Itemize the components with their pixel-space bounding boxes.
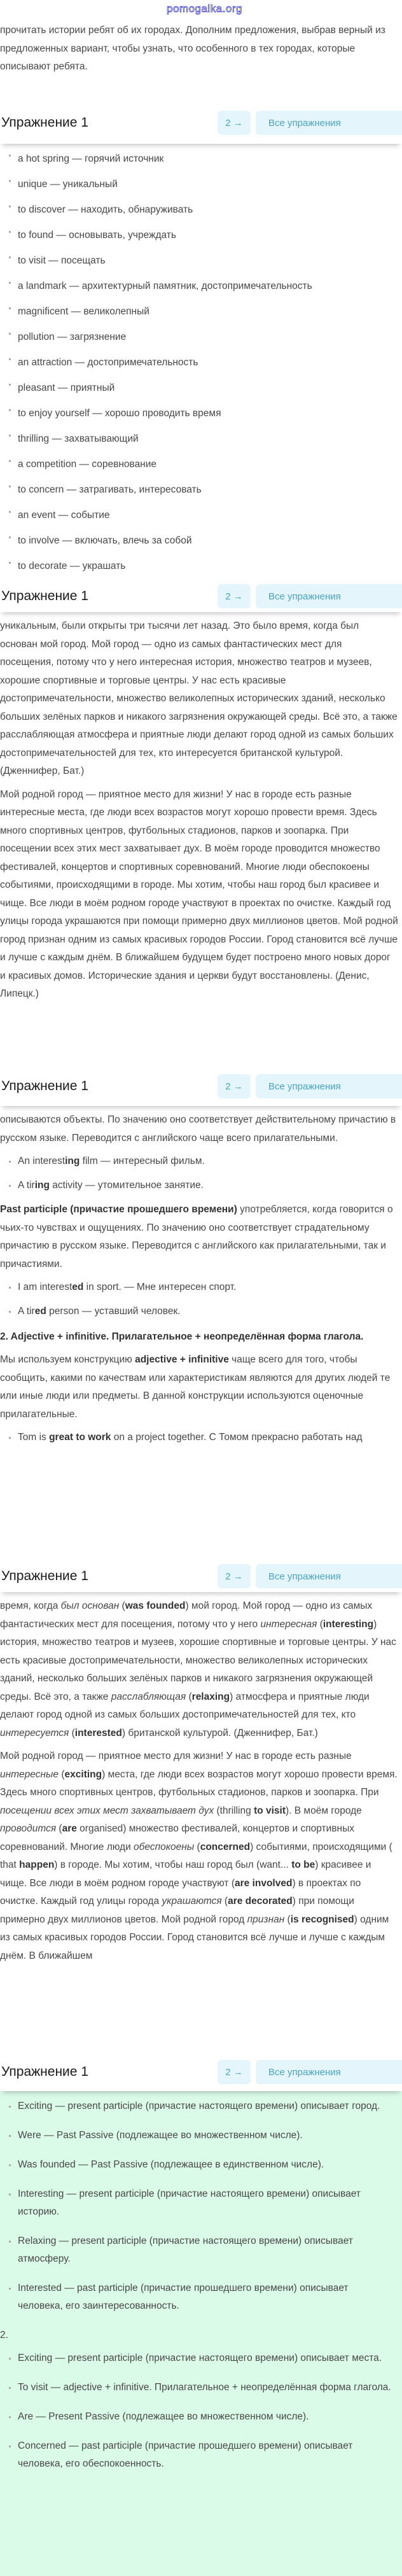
list-item: Exciting — present participle (причастие настоящего времени) описывает город. <box>0 2097 393 2115</box>
paragraph <box>0 1111 398 1147</box>
text-run: ) событиями, происходящими ( that <box>0 1841 392 1870</box>
bold-text-run: great to work <box>49 1432 111 1443</box>
paragraph <box>0 617 398 781</box>
all-exercises-button[interactable]: Все упражнения <box>256 111 402 135</box>
bold-text-run: relaxing <box>191 1691 230 1702</box>
bold-text-run: is recognised <box>290 1914 354 1925</box>
bullet-list <box>0 2097 402 2315</box>
text-run: ) британской культурой. (Дженнифер, Бат.) <box>121 1727 318 1739</box>
next-exercise-button[interactable]: 2 → <box>218 2060 251 2084</box>
list-item: a hot spring — горячий источник <box>0 146 393 172</box>
text-run: ( <box>56 1823 62 1834</box>
text-run: A tir <box>18 1180 35 1191</box>
list-item: thrilling — захватывающий <box>0 426 393 452</box>
answer-number: 2. <box>0 2330 8 2341</box>
text-run: ( <box>119 1600 125 1611</box>
list-item: to decorate — украшать <box>0 554 393 579</box>
next-exercise-button[interactable]: 2 → <box>218 584 251 608</box>
text-run: I am interest <box>18 1282 73 1292</box>
text-run: (thrilling <box>214 1805 254 1816</box>
bold-text-run: are <box>62 1823 77 1834</box>
list-item: pollution — загрязнение <box>0 325 393 350</box>
text-run: ( <box>284 1914 291 1925</box>
list-item: to discover — находить, обнаруживать <box>0 197 393 223</box>
next-exercise-button[interactable]: 2 → <box>218 1564 251 1588</box>
text-run: прочитать истории ребят об их городах. Дополним предложения, выбрав верный из предложенных вариант, чтобы узнать, что особенного в тех городах, которые описывают ребята. <box>0 25 385 72</box>
section-heading: 2. Adjective + infinitive. Прилагательное + неопределённая форма глагола. <box>0 1331 364 1342</box>
text-run: Мы используем конструкцию <box>0 1354 135 1365</box>
list-item: a landmark — архитектурный памятник, достопримечательность <box>0 274 393 299</box>
text-run: ) при помощи примерно двух миллионов цветов. Мой родной город <box>0 1896 354 1925</box>
annotated-translation-segment <box>0 1592 402 2053</box>
text-run: Tom is <box>18 1432 50 1443</box>
bold-text-run: ed <box>72 1282 84 1292</box>
list-item: Interested — past participle (причастие прошедшего времени) описывает человека, его заинтересованность. <box>0 2279 393 2315</box>
text-run: ) одним из самых красивых городов России. Город становится всё лучше и лучше с каждым днём. В ближайшем <box>0 1914 389 1961</box>
text-run: Мой родной город — приятное место для жизни! У нас в городе есть разные интересные места, где люди всех возрастов могут хорошо провести время. Здесь много спортивных центров, футбольных стадионов, парков и зоопарка. При посещении всех этих мест захватывает дух. В моём городе проводится множество фестивалей, концертов и спортивных соревнований. Многие люди обеспокоены событиями, происходящими в городе. Мы хотим, чтобы наш город был красивее и чище. Все люди в моём родном городе участвуют в проектах по очистке. Каждый год улицы города украшаются при помощи примерно двух миллионов цветов. Мой родной город признан одним из самых красивых городов России. Город становится всё лучше и лучше с каждым днём. В ближайшем будущем будет построено много новых дорог и красивых домов. Исторические здания и церкви будут восстановлены. (Денис, Липецк.) <box>0 788 398 999</box>
list-item: pleasant — приятный <box>0 375 393 401</box>
exercise-title: Упражнение 1 <box>1 1569 88 1583</box>
grammar-segment <box>0 1106 402 1560</box>
exercise-header <box>0 1560 402 1592</box>
list-item: Are — Present Passive (подлежащее во множественном числе). <box>0 2408 393 2426</box>
text-run: ( <box>221 1896 228 1907</box>
list-item: Were — Past Passive (подлежащее во множественном числе). <box>0 2127 393 2145</box>
text-run: ( <box>186 1691 192 1702</box>
exercise-title: Упражнение 1 <box>1 115 88 130</box>
example-item <box>0 1177 393 1194</box>
text-run: activity — утомительное занятие. <box>49 1180 204 1191</box>
text-run: person — уставший человек. <box>46 1306 181 1317</box>
text-run: ( <box>59 1768 65 1780</box>
italic-text-run: признан <box>247 1914 285 1925</box>
watermark-bar <box>0 0 402 22</box>
example-item <box>0 1278 393 1296</box>
example-item <box>0 1152 393 1170</box>
text-run: ) в городе. Мы хотим, чтобы наш город был (want... <box>54 1859 292 1870</box>
list-item: to visit — посещать <box>0 248 393 274</box>
watermark-logo: pomogalka.org <box>167 3 242 15</box>
list-item: Exciting — present participle (причастие настоящего времени) описывает места. <box>0 2349 393 2367</box>
bold-text-run: to visit <box>254 1805 286 1816</box>
italic-text-run: посещении всех этих мест захватывает дух <box>0 1805 214 1816</box>
list-item: to enjoy yourself — хорошо проводить время <box>0 401 393 426</box>
bold-text-run: Past participle (причастие прошедшего времени) <box>0 1204 237 1215</box>
bold-text-run: ed <box>34 1306 46 1317</box>
paragraph <box>0 1747 398 1965</box>
text-run: ) история, множество театров и музеев, хорошие спортивные и торговые центры. У нас есть красивые достопримечательности, множество великолепных исторических зданий, несколько больших зелёных парков и никакого загрязнения окружающей среды. Всё это, а также <box>0 1618 396 1702</box>
list-item: To visit — adjective + infinitive. Прилагательное + неопределённая форма глагола. <box>0 2379 393 2397</box>
list-item: unique — уникальный <box>0 172 393 197</box>
text-run: ). В моём городе <box>286 1805 362 1816</box>
bold-text-run: happen <box>19 1859 55 1870</box>
paragraph <box>0 1351 398 1424</box>
bold-text-run: are involved <box>234 1877 293 1889</box>
bold-text-run: ing <box>34 1180 50 1191</box>
text-run: A tir <box>18 1306 35 1317</box>
list-item: Interesting — present participle (причастие настоящего времени) описывает историю. <box>0 2185 393 2221</box>
paragraph <box>0 1201 398 1273</box>
list-item: a competition — соревнование <box>0 452 393 477</box>
bold-text-run: exciting <box>64 1768 102 1780</box>
all-exercises-button[interactable]: Все упражнения <box>256 1564 402 1588</box>
text-run: in sport. — Мне интересен спорт. <box>83 1282 237 1292</box>
bullet-list <box>0 2349 402 2473</box>
text-run: ( <box>317 1618 323 1630</box>
example-item <box>0 1429 393 1446</box>
list-item: Relaxing — present participle (причастие настоящего времени) описывает атмосферу. <box>0 2232 393 2268</box>
italic-text-run: интересная <box>260 1618 317 1630</box>
text-run: ) в проектах по очистке. Каждый год улицы города <box>0 1877 361 1907</box>
bold-text-run: interesting <box>322 1618 374 1630</box>
italic-text-run: обеспокоены <box>134 1841 195 1852</box>
text-run: ( <box>194 1841 200 1852</box>
text-run: время, когда <box>0 1600 61 1611</box>
bold-text-run: interested <box>74 1727 122 1739</box>
example-list <box>0 1278 402 1320</box>
text-run: описываются объекты. По значению оно соответствует действительному причастию в русском языке. Переводится с английского чаще всего прилагательными. <box>0 1114 396 1144</box>
text-run: organised) множество фестивалей, концертов и спортивных соревнований. Многие люди <box>0 1823 354 1852</box>
paragraph <box>0 22 398 76</box>
exercise-title: Упражнение 1 <box>1 589 88 603</box>
all-exercises-button[interactable]: Все упражнения <box>256 2060 402 2084</box>
example-list <box>0 1152 402 1194</box>
exercise-title: Упражнение 1 <box>1 1079 88 1093</box>
list-item: to found — основывать, учреждать <box>0 223 393 248</box>
text-run: on a project together. С Томом прекрасно работать над <box>111 1432 363 1443</box>
text-run: ) атмосфера и приятные люди делают город одной из самых больших достопримечательностей для тех, кто <box>0 1691 370 1720</box>
translation-segment <box>0 612 402 1067</box>
list-item: to involve — включать, влечь за собой <box>0 528 393 554</box>
list-item: to concern — затрагивать, интересовать <box>0 477 393 503</box>
italic-text-run: проводится <box>0 1823 57 1834</box>
text-run: ) места, где люди всех возрастов могут хорошо провести время. Здесь много спортивных центров, футбольных стадионов, парков и зоопарка. При <box>0 1768 398 1798</box>
italic-text-run: интересные <box>0 1768 59 1780</box>
next-exercise-button[interactable]: 2 → <box>218 111 251 135</box>
text-run: An interest <box>18 1156 66 1166</box>
exercise-header <box>0 2053 402 2091</box>
italic-text-run: был основан <box>60 1600 120 1611</box>
list-item: Concerned — past participle (причастие прошедшего времени) описывает человека, его обеспокоенность. <box>0 2437 393 2473</box>
italic-text-run: интересуется <box>0 1727 69 1739</box>
bold-text-run: was founded <box>125 1600 186 1611</box>
bullet-list <box>0 146 402 579</box>
bold-text-run: ing <box>65 1156 80 1166</box>
text-run: уникальным, были открыты три тысячи лет назад. Это было время, когда был основан мой город. Мой город — одно из самых фантастических мест для посещения, потому что у него интересная история, множество театров и музеев, хорошие спортивные и торговые центры. У нас есть красивые достопримечательности, множество великолепных исторических зданий, несколько больших зелёных парков и никакого загрязнения окружающей среды. Всё это, а также расслабляющая атмосфера и приятные люди делают город одной из самых больших достопримечательностей для тех, кто интересуется британской культурой. (Дженнифер, Бат.) <box>0 620 398 776</box>
text-run: ) мой город. Мой город — одно из самых фантастических мест для посещения, потому что у него <box>0 1600 373 1630</box>
text-run: употребляется, когда говорится о чьих-то чувствах и ощущениях. По значению оно соответствует страдательному причастию в русском языке. Переводится с английского как прилагательными, так и причастиями. <box>0 1204 393 1270</box>
all-exercises-button[interactable]: Все упражнения <box>256 584 402 608</box>
bold-text-run: adjective + infinitive <box>135 1354 229 1365</box>
exercise-header <box>0 580 402 612</box>
exercise-header <box>0 102 402 144</box>
italic-text-run: расслабляющая <box>111 1691 186 1702</box>
list-item: magnificent — великолепный <box>0 299 393 325</box>
text-run: film — интересный фильм. <box>80 1156 205 1166</box>
italic-text-run: украшаются <box>162 1896 222 1907</box>
paragraph <box>0 786 398 1004</box>
bold-text-run: are decorated <box>228 1896 293 1907</box>
bold-text-run: concerned <box>200 1841 251 1852</box>
exercise-title: Упражнение 1 <box>1 2064 88 2079</box>
list-item: an event — событие <box>0 503 393 528</box>
intro-segment <box>0 22 402 102</box>
example-list <box>0 1429 402 1446</box>
bold-text-run: to be <box>291 1859 315 1870</box>
text-run: Мой родной город — приятное место для жизни! У нас в городе есть разные <box>0 1751 352 1761</box>
example-item <box>0 1303 393 1320</box>
text-run: ( <box>69 1727 75 1739</box>
text-run: ) красивее и чище. Все люди в моём родном городе участвуют ( <box>0 1859 371 1889</box>
list-item: Was founded — Past Passive (подлежащее в единственном числе). <box>0 2156 393 2174</box>
list-item: an attraction — достопримечательность <box>0 350 393 375</box>
next-exercise-button[interactable]: 2 → <box>218 1074 251 1098</box>
vocabulary-segment <box>0 144 402 580</box>
text-run: чаще всего для того, чтобы сообщить, какими по качествам или характеристикам являются для других людей те или иные люди или предметы. В данной конструкции используются оценочные прилагательные. <box>0 1354 391 1420</box>
all-exercises-button[interactable]: Все упражнения <box>256 1074 402 1098</box>
paragraph <box>0 1597 398 1742</box>
exercise-header <box>0 1067 402 1106</box>
answers-segment <box>0 2091 402 2576</box>
